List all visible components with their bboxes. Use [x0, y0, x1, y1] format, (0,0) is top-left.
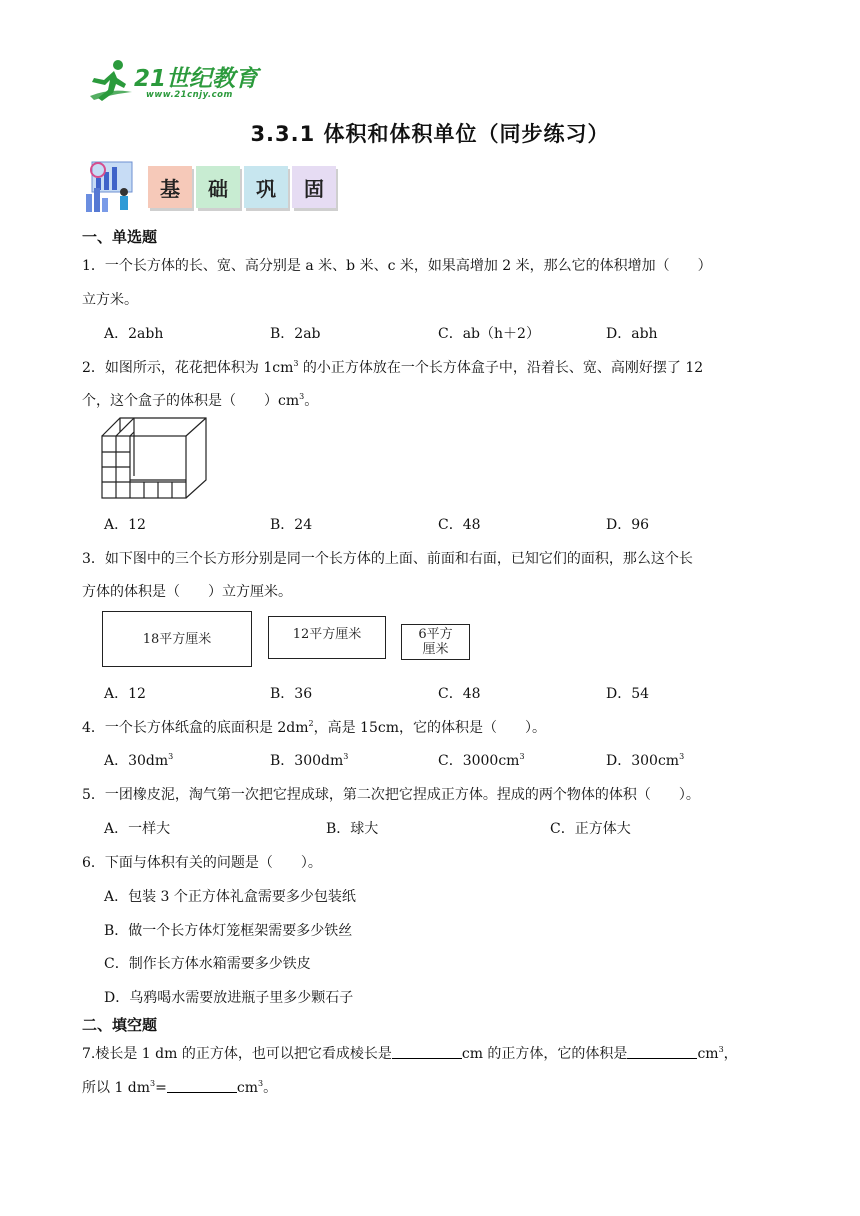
page-title: 3.3.1 体积和体积单位（同步练习）	[250, 122, 610, 146]
q3-rect-right: 6平方 厘米	[401, 624, 470, 660]
q2-option-b: B．24	[270, 517, 313, 533]
q2-option-c: C．48	[438, 517, 481, 533]
q6-option-a: A．包装 3 个正方体礼盒需要多少包装纸	[104, 889, 356, 905]
banner-tile-3: 巩	[244, 166, 288, 208]
q5-stem: 5．一团橡皮泥，淘气第一次把它捏成球，第二次把它捏成正方体。捏成的两个物体的体积（ ）。	[82, 787, 700, 803]
q3-option-b: B．36	[270, 686, 313, 702]
q3-rect-top: 18平方厘米	[102, 611, 252, 667]
q2-option-a: A．12	[104, 517, 146, 533]
q4-option-d: D．$300cm^3$	[606, 752, 685, 769]
q1-option-d: D．abh	[606, 326, 658, 342]
q2-box-figure	[100, 414, 212, 502]
q7-blank-1[interactable]	[392, 1046, 462, 1059]
q3-rect-front: 12平方厘米	[268, 616, 386, 659]
chart-board-icon	[84, 158, 136, 214]
logo	[88, 58, 268, 104]
q6-stem: 6．下面与体积有关的问题是（ ）。	[82, 855, 322, 871]
q7-stem-line2: 所以 1 $dm^3= cm^3$。	[82, 1079, 278, 1096]
q7-blank-3[interactable]	[167, 1080, 237, 1093]
q6-option-d: D．乌鸦喝水需要放进瓶子里多少颗石子	[104, 990, 354, 1006]
q1-stem-line2: 立方米。	[82, 292, 138, 308]
banner-tile-1: 基	[148, 166, 192, 208]
q3-stem-line2: 方体的体积是（ ）立方厘米。	[82, 584, 292, 600]
q5-option-c: C．正方体大	[550, 821, 631, 837]
q7-blank-2[interactable]	[627, 1046, 697, 1059]
runner-logo-icon	[88, 58, 136, 102]
q3-option-d: D．54	[606, 686, 650, 702]
banner-tile-4: 固	[292, 166, 336, 208]
q5-option-a: A．一样大	[104, 821, 171, 837]
q2-stem-line1: 2．如图所示，花花把体积为 $1cm^3$ 的小正方体放在一个长方体盒子中，沿着长、宽、高刚好摆了 12	[82, 359, 704, 376]
section-banner	[84, 158, 354, 214]
q4-option-a: A．$30dm^3$	[104, 752, 174, 769]
q6-option-c: C．制作长方体水箱需要多少铁皮	[104, 956, 311, 972]
q4-option-b: B．$300dm^3$	[270, 752, 349, 769]
q4-stem: 4．一个长方体纸盒的底面积是 $2dm^2$，高是 15cm，它的体积是（ ）。	[82, 719, 546, 736]
section-heading-single-choice: 一、单选题	[82, 228, 158, 246]
section-heading-fill-blank: 二、填空题	[82, 1016, 158, 1034]
q1-stem-line1: 1．一个长方体的长、宽、高分别是 a 米、b 米、c 米，如果高增加 2 米，那么它的体积增加（ ）	[82, 258, 712, 274]
q2-stem-line2: 个，这个盒子的体积是（ ）$cm^3$。	[82, 392, 319, 409]
logo-text: 21世纪教育	[134, 66, 259, 92]
q7-stem-line1: 7.棱长是 1 dm 的正方体，也可以把它看成棱长是 cm 的正方体，它的体积是 $cm^3$，	[82, 1045, 738, 1062]
q1-option-c: C．ab（h＋2）	[438, 326, 540, 342]
q2-option-d: D．96	[606, 517, 650, 533]
q3-option-c: C．48	[438, 686, 481, 702]
q6-option-b: B．做一个长方体灯笼框架需要多少铁丝	[104, 923, 353, 939]
q4-option-c: C．$3000cm^3$	[438, 752, 525, 769]
q3-stem-line1: 3．如下图中的三个长方形分别是同一个长方体的上面、前面和右面，已知它们的面积，那么这个长	[82, 551, 693, 567]
q1-option-a: A．2abh	[104, 326, 164, 342]
q3-option-a: A．12	[104, 686, 146, 702]
logo-url: www.21cnjy.com	[146, 90, 233, 100]
banner-tile-2: 础	[196, 166, 240, 208]
q1-option-b: B．2ab	[270, 326, 321, 342]
q5-option-b: B．球大	[326, 821, 379, 837]
